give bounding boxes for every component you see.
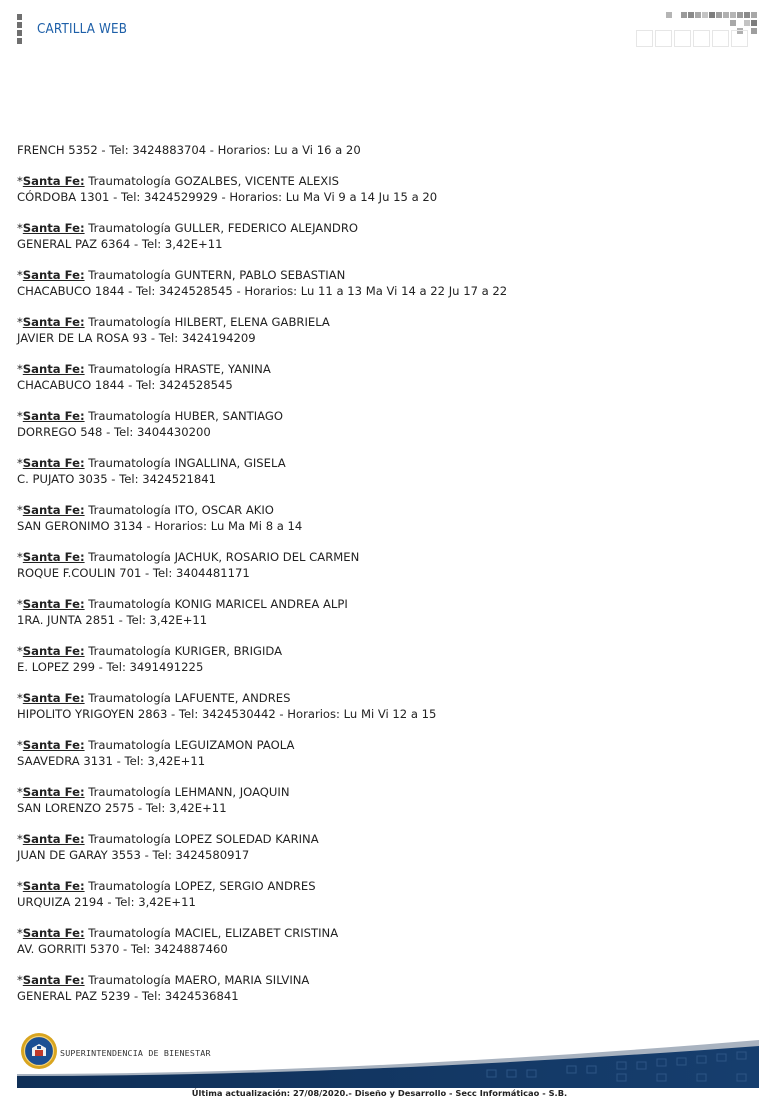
specialty-name: Traumatología HUBER, SANTIAGO [88, 408, 284, 423]
location-label: Santa Fe: [22, 549, 85, 564]
specialty-name: Traumatología ITO, OSCAR AKIO [88, 502, 274, 517]
list-item [17, 408, 747, 441]
list-item [17, 314, 747, 347]
location-label: Santa Fe: [22, 972, 85, 987]
list-item [17, 549, 747, 582]
entry-heading: *Santa Fe: Traumatología HRASTE, YANINA [17, 361, 271, 376]
institution-seal-logo-icon [20, 1032, 58, 1070]
header-bar-icon [17, 14, 22, 46]
list-item [17, 925, 747, 958]
specialty-name: Traumatología HILBERT, ELENA GABRIELA [88, 314, 330, 329]
footer-organization: SUPERINTENDENCIA DE BIENESTAR [60, 1048, 211, 1058]
entry-heading: *Santa Fe: Traumatología ITO, OSCAR AKIO [17, 502, 274, 517]
location-label: Santa Fe: [22, 502, 85, 517]
location-label: Santa Fe: [22, 408, 85, 423]
entry-heading: *Santa Fe: Traumatología MACIEL, ELIZABET CRISTINA [17, 925, 339, 940]
specialty-name: Traumatología MAERO, MARIA SILVINA [88, 972, 310, 987]
specialty-name: Traumatología LAFUENTE, ANDRES [88, 690, 291, 705]
entry-detail: GENERAL PAZ 5239 - Tel: 3424536841 [17, 989, 239, 1003]
list-item [17, 784, 747, 817]
entry-detail: C. PUJATO 3035 - Tel: 3424521841 [17, 472, 216, 486]
specialty-name: Traumatología KONIG MARICEL ANDREA ALPI [88, 596, 348, 611]
list-item [17, 267, 747, 300]
location-label: Santa Fe: [22, 361, 85, 376]
specialty-name: Traumatología LEHMANN, JOAQUIN [88, 784, 290, 799]
location-label: Santa Fe: [22, 314, 85, 329]
location-label: Santa Fe: [22, 925, 85, 940]
specialty-name: Traumatología GOZALBES, VICENTE ALEXIS [88, 173, 340, 188]
location-label: Santa Fe: [22, 690, 85, 705]
entry-heading: *Santa Fe: Traumatología GOZALBES, VICENTE ALEXIS [17, 173, 340, 188]
footer-wave-band [17, 1034, 759, 1088]
list-item [17, 142, 747, 159]
entry-heading: *Santa Fe: Traumatología INGALLINA, GISELA [17, 455, 286, 470]
list-item [17, 643, 747, 676]
list-item [17, 173, 747, 206]
entry-detail: E. LOPEZ 299 - Tel: 3491491225 [17, 660, 204, 674]
entry-detail: SAAVEDRA 3131 - Tel: 3,42E+11 [17, 754, 206, 768]
entry-heading: *Santa Fe: Traumatología LAFUENTE, ANDRES [17, 690, 291, 705]
list-item [17, 596, 747, 629]
list-item [17, 972, 747, 1005]
entry-heading: *Santa Fe: Traumatología HILBERT, ELENA GABRIELA [17, 314, 330, 329]
location-label: Santa Fe: [22, 596, 85, 611]
footer-update-note: Última actualización: 27/08/2020.- Diseño y Desarrollo - Secc Informáticao - S.B. [191, 1088, 568, 1098]
specialty-name: Traumatología GUNTERN, PABLO SEBASTIAN [88, 267, 346, 282]
list-item [17, 831, 747, 864]
specialty-name: Traumatología INGALLINA, GISELA [88, 455, 286, 470]
entry-heading: *Santa Fe: Traumatología LEGUIZAMON PAOLA [17, 737, 295, 752]
list-item [17, 690, 747, 723]
entry-detail: GENERAL PAZ 6364 - Tel: 3,42E+11 [17, 237, 223, 251]
entry-detail: SAN GERONIMO 3134 - Horarios: Lu Ma Mi 8 a 14 [17, 519, 303, 533]
location-label: Santa Fe: [22, 267, 85, 282]
entry-detail: CHACABUCO 1844 - Tel: 3424528545 - Horarios: Lu 11 a 13 Ma Vi 14 a 22 Ju 17 a 22 [17, 284, 508, 298]
specialty-name: Traumatología LOPEZ SOLEDAD KARINA [88, 831, 319, 846]
entry-heading: *Santa Fe: Traumatología JACHUK, ROSARIO DEL CARMEN [17, 549, 360, 564]
list-item [17, 361, 747, 394]
entry-detail: SAN LORENZO 2575 - Tel: 3,42E+11 [17, 801, 227, 815]
specialty-name: Traumatología HRASTE, YANINA [88, 361, 271, 376]
entry-detail: JUAN DE GARAY 3553 - Tel: 3424580917 [17, 848, 250, 862]
location-label: Santa Fe: [22, 831, 85, 846]
location-label: Santa Fe: [22, 643, 85, 658]
location-label: Santa Fe: [22, 220, 85, 235]
entry-detail: URQUIZA 2194 - Tel: 3,42E+11 [17, 895, 196, 909]
entry-heading: *Santa Fe: Traumatología HUBER, SANTIAGO [17, 408, 284, 423]
entry-detail: CHACABUCO 1844 - Tel: 3424528545 [17, 378, 233, 392]
specialty-name: Traumatología MACIEL, ELIZABET CRISTINA [88, 925, 339, 940]
entry-detail: HIPOLITO YRIGOYEN 2863 - Tel: 3424530442 - Horarios: Lu Mi Vi 12 a 15 [17, 707, 437, 721]
specialty-name: Traumatología GULLER, FEDERICO ALEJANDRO [88, 220, 358, 235]
location-label: Santa Fe: [22, 455, 85, 470]
entry-heading: *Santa Fe: Traumatología GULLER, FEDERICO ALEJANDRO [17, 220, 358, 235]
entry-heading: *Santa Fe: Traumatología LOPEZ SOLEDAD KARINA [17, 831, 319, 846]
list-item [17, 878, 747, 911]
entry-detail: DORREGO 548 - Tel: 3404430200 [17, 425, 211, 439]
location-label: Santa Fe: [22, 878, 85, 893]
list-item [17, 220, 747, 253]
specialty-name: Traumatología LOPEZ, SERGIO ANDRES [88, 878, 316, 893]
entry-detail: ROQUE F.COULIN 701 - Tel: 3404481171 [17, 566, 250, 580]
entry-detail: FRENCH 5352 - Tel: 3424883704 - Horarios: Lu a Vi 16 a 20 [17, 143, 361, 157]
entry-detail: AV. GORRITI 5370 - Tel: 3424887460 [17, 942, 228, 956]
entry-heading: *Santa Fe: Traumatología KURIGER, BRIGIDA [17, 643, 283, 658]
entry-heading: *Santa Fe: Traumatología LOPEZ, SERGIO ANDRES [17, 878, 316, 893]
list-item [17, 737, 747, 770]
location-label: Santa Fe: [22, 784, 85, 799]
header-pixel-decoration-icon [636, 12, 759, 48]
location-label: Santa Fe: [22, 737, 85, 752]
entry-detail: 1RA. JUNTA 2851 - Tel: 3,42E+11 [17, 613, 208, 627]
entry-heading: *Santa Fe: Traumatología GUNTERN, PABLO SEBASTIAN [17, 267, 346, 282]
specialty-name: Traumatología JACHUK, ROSARIO DEL CARMEN [88, 549, 360, 564]
list-item [17, 455, 747, 488]
specialty-name: Traumatología LEGUIZAMON PAOLA [88, 737, 295, 752]
entry-heading: *Santa Fe: Traumatología LEHMANN, JOAQUIN [17, 784, 290, 799]
page-title: CARTILLA WEB [37, 22, 128, 37]
specialty-name: Traumatología KURIGER, BRIGIDA [88, 643, 283, 658]
list-item [17, 502, 747, 535]
directory-list [17, 142, 747, 1019]
entry-detail: JAVIER DE LA ROSA 93 - Tel: 3424194209 [17, 331, 256, 345]
entry-heading: *Santa Fe: Traumatología KONIG MARICEL ANDREA ALPI [17, 596, 348, 611]
location-label: Santa Fe: [22, 173, 85, 188]
entry-heading: *Santa Fe: Traumatología MAERO, MARIA SILVINA [17, 972, 310, 987]
entry-detail: CÓRDOBA 1301 - Tel: 3424529929 - Horarios: Lu Ma Vi 9 a 14 Ju 15 a 20 [17, 190, 438, 204]
